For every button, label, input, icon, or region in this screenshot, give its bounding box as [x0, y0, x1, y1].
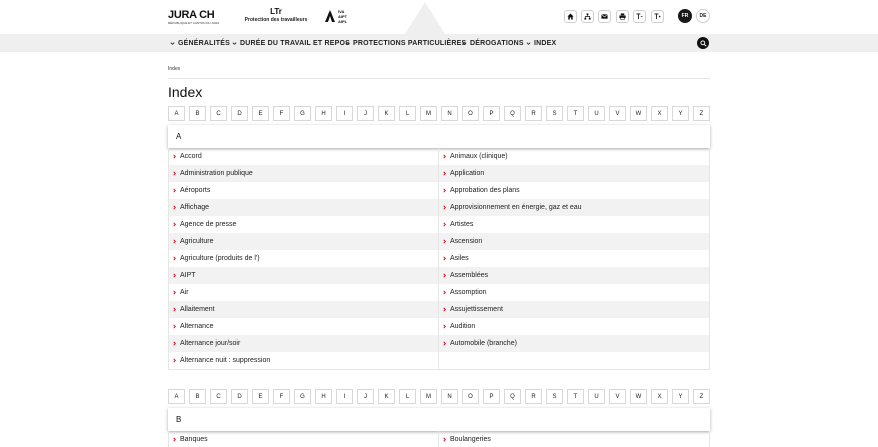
index-entry-label: Agriculture (produits de l') — [180, 255, 260, 262]
index-entry-link[interactable] — [168, 199, 439, 216]
iva-line-2: AIPT — [338, 14, 348, 19]
letter-link-e[interactable]: E — [252, 389, 269, 404]
list-row — [168, 352, 710, 369]
nav-item-label: PROTECTIONS PARTICULIÈRES — [353, 39, 467, 47]
letter-link-p[interactable]: P — [483, 106, 500, 121]
letter-link-v[interactable]: V — [609, 106, 626, 121]
letter-link-b[interactable]: B — [189, 389, 206, 404]
index-entry-label: Alternance nuit : suppression — [180, 357, 271, 364]
index-entry-label: Boulangeries — [450, 436, 491, 443]
letter-link-g[interactable]: G — [294, 106, 311, 121]
nav-item-label: GÉNÉRALITÉS — [178, 39, 230, 47]
chevron-right-icon — [172, 324, 177, 329]
nav-item-derogations[interactable] — [462, 34, 524, 52]
list-row — [168, 335, 710, 352]
letter-link-k[interactable]: K — [378, 389, 395, 404]
index-entry-label: Automobile (branche) — [450, 340, 517, 347]
index-entry-label: Air — [180, 289, 189, 296]
index-entry-link[interactable] — [439, 301, 710, 318]
nav-item-index[interactable] — [526, 34, 556, 52]
chevron-right-icon — [172, 205, 177, 210]
letter-link-d[interactable]: D — [231, 389, 248, 404]
letter-link-j[interactable]: J — [357, 389, 374, 404]
index-entry-link[interactable] — [439, 318, 710, 335]
nav-item-duree-du-travail[interactable] — [232, 34, 350, 52]
chevron-down-icon — [170, 41, 175, 46]
letter-link-w[interactable]: W — [630, 389, 647, 404]
index-entry-link[interactable] — [439, 267, 710, 284]
letter-link-a[interactable]: A — [168, 106, 185, 121]
index-entry-link[interactable] — [168, 182, 439, 199]
index-entry-label: Accord — [180, 153, 202, 160]
index-entry-label: Administration publique — [180, 170, 253, 177]
index-entry-label: Asiles — [450, 255, 469, 262]
index-entry-link[interactable] — [168, 148, 439, 165]
print-button[interactable] — [616, 10, 629, 23]
letter-link-f[interactable]: F — [273, 106, 290, 121]
main-nav — [0, 34, 878, 52]
index-entry-link[interactable] — [439, 165, 710, 182]
chevron-right-icon — [172, 437, 177, 442]
list-row — [168, 431, 710, 447]
chevron-right-icon — [442, 290, 447, 295]
index-entry-label: Artistes — [450, 221, 474, 228]
index-entry-label: Banques — [180, 436, 208, 443]
letter-link-d[interactable]: D — [231, 106, 248, 121]
list-row — [168, 233, 710, 250]
nav-item-label: DURÉE DU TRAVAIL ET REPOS — [240, 39, 351, 47]
index-entry-link[interactable] — [168, 301, 439, 318]
index-entry-label: Aéroports — [180, 187, 211, 194]
index-entry-link[interactable] — [168, 165, 439, 182]
list-row — [168, 267, 710, 284]
index-entry-label: Affichage — [180, 204, 210, 211]
chevron-right-icon — [172, 256, 177, 261]
index-entry-link[interactable] — [439, 216, 710, 233]
letter-link-n[interactable]: N — [441, 389, 458, 404]
iva-line-1: IVA — [338, 9, 345, 14]
list-row — [168, 284, 710, 301]
letter-link-i[interactable]: I — [336, 389, 353, 404]
empty-cell — [439, 352, 710, 369]
chevron-down-icon — [526, 41, 531, 46]
index-entry-label: Audition — [450, 323, 476, 330]
letter-link-p[interactable]: P — [483, 389, 500, 404]
letter-link-o[interactable]: O — [462, 389, 479, 404]
letter-link-c[interactable]: C — [210, 389, 227, 404]
index-entry-label: Agence de presse — [180, 221, 237, 228]
index-entry-link[interactable] — [439, 148, 710, 165]
list-row — [168, 182, 710, 199]
list-row — [168, 165, 710, 182]
index-entry-label: Assemblées — [450, 272, 489, 279]
jura-logo[interactable] — [168, 10, 226, 26]
letter-link-l[interactable]: L — [399, 106, 416, 121]
nav-item-protections[interactable] — [345, 34, 466, 52]
chevron-right-icon — [172, 154, 177, 159]
index-entry-link[interactable] — [439, 335, 710, 352]
chevron-right-icon — [172, 307, 177, 312]
text-larger-button[interactable] — [651, 10, 664, 23]
list-row — [168, 216, 710, 233]
list-row — [168, 199, 710, 216]
chevron-right-icon — [442, 273, 447, 278]
home-icon — [567, 13, 574, 20]
chevron-right-icon — [172, 341, 177, 346]
letter-link-b[interactable]: B — [189, 106, 206, 121]
index-entry-label: Assujettissement — [450, 306, 503, 313]
iva-logo-text — [338, 9, 347, 24]
mail-icon — [601, 13, 608, 20]
letter-link-q[interactable]: Q — [504, 389, 521, 404]
text-larger-icon — [654, 13, 661, 20]
print-icon — [619, 13, 626, 20]
chevron-right-icon — [172, 171, 177, 176]
letter-link-q[interactable]: Q — [504, 106, 521, 121]
chevron-right-icon — [442, 188, 447, 193]
index-entry-label: Approvisionnement en énergie, gaz et eau — [450, 204, 582, 211]
letter-link-y[interactable]: Y — [672, 389, 689, 404]
list-row — [168, 318, 710, 335]
site-header — [0, 0, 878, 34]
letter-link-s[interactable]: S — [546, 389, 563, 404]
letter-link-a[interactable]: A — [168, 389, 185, 404]
letter-link-k[interactable]: K — [378, 106, 395, 121]
index-entry-link[interactable] — [168, 233, 439, 250]
index-entry-link[interactable] — [439, 284, 710, 301]
iva-logo-icon — [323, 8, 337, 24]
mail-button[interactable] — [598, 10, 611, 23]
sitemap-button[interactable] — [581, 10, 594, 23]
index-entry-label: Alternance jour/soir — [180, 340, 241, 347]
ltr-logo[interactable] — [241, 7, 311, 24]
chevron-right-icon — [442, 341, 447, 346]
index-entry-link[interactable] — [168, 267, 439, 284]
watermark-logo-icon — [395, 0, 455, 34]
chevron-right-icon — [172, 188, 177, 193]
sitemap-icon — [584, 13, 591, 20]
jura-logo-word: JURA CH — [168, 9, 215, 21]
chevron-down-icon — [462, 41, 467, 46]
language-de[interactable]: DE — [696, 9, 710, 23]
index-entry-link[interactable] — [168, 318, 439, 335]
letter-link-z[interactable]: Z — [693, 389, 710, 404]
chevron-right-icon — [172, 290, 177, 295]
letter-link-h[interactable]: H — [315, 106, 332, 121]
chevron-down-icon — [345, 41, 350, 46]
letter-link-s[interactable]: S — [546, 106, 563, 121]
list-row — [168, 250, 710, 267]
letter-link-l[interactable]: L — [399, 389, 416, 404]
iva-line-3: AIPL — [338, 19, 348, 24]
chevron-right-icon — [442, 324, 447, 329]
index-entry-label: Animaux (clinique) — [450, 153, 508, 160]
iva-logo[interactable] — [323, 8, 355, 25]
index-entry-link[interactable] — [168, 335, 439, 352]
page-title: Index — [168, 84, 203, 100]
text-smaller-button[interactable] — [633, 10, 646, 23]
chevron-right-icon — [172, 222, 177, 227]
nav-item-label: INDEX — [534, 39, 557, 47]
index-entry-label: Application — [450, 170, 485, 177]
letter-link-i[interactable]: I — [336, 106, 353, 121]
index-list-b — [168, 431, 710, 447]
chevron-down-icon — [232, 41, 237, 46]
chevron-right-icon — [442, 239, 447, 244]
letter-link-u[interactable]: U — [588, 389, 605, 404]
letter-link-x[interactable]: X — [651, 389, 668, 404]
letter-link-m[interactable]: M — [420, 106, 437, 121]
index-entry-link[interactable] — [168, 284, 439, 301]
letter-link-j[interactable]: J — [357, 106, 374, 121]
list-row — [168, 301, 710, 318]
letter-link-t[interactable]: T — [567, 389, 584, 404]
divider — [168, 78, 710, 79]
index-entry-link[interactable] — [168, 216, 439, 233]
nav-item-generalites[interactable] — [170, 34, 230, 52]
search-button[interactable] — [697, 37, 709, 49]
index-entry-label: AIPT — [180, 272, 196, 279]
index-entry-label: Approbation des plans — [450, 187, 520, 194]
index-entry-link[interactable] — [439, 250, 710, 267]
chevron-right-icon — [442, 437, 447, 442]
chevron-right-icon — [442, 171, 447, 176]
chevron-right-icon — [172, 273, 177, 278]
index-entry-label: Assomption — [450, 289, 487, 296]
text-smaller-icon — [636, 13, 643, 20]
index-entry-link[interactable] — [168, 250, 439, 267]
letter-link-u[interactable]: U — [588, 106, 605, 121]
index-entry-link[interactable] — [439, 431, 710, 447]
letter-bar — [168, 389, 710, 404]
letter-link-v[interactable]: V — [609, 389, 626, 404]
nav-item-label: DÉROGATIONS — [470, 39, 524, 47]
letter-link-e[interactable]: E — [252, 106, 269, 121]
letter-link-h[interactable]: H — [315, 389, 332, 404]
index-entry-label: Agriculture — [180, 238, 214, 245]
index-entry-label: Ascension — [450, 238, 483, 245]
letter-bar — [168, 106, 710, 121]
chevron-right-icon — [442, 222, 447, 227]
index-entry-link[interactable] — [439, 182, 710, 199]
language-fr[interactable]: FR — [678, 9, 692, 23]
search-icon — [700, 40, 707, 47]
letter-link-t[interactable]: T — [567, 106, 584, 121]
section-header-a: A — [168, 125, 710, 148]
letter-link-f[interactable]: F — [273, 389, 290, 404]
letter-link-c[interactable]: C — [210, 106, 227, 121]
jura-logo-subtitle: RÉPUBLIQUE ET CANTON DU JURA — [168, 21, 220, 25]
index-entry-link[interactable] — [168, 352, 439, 369]
section-header-b: B — [168, 408, 710, 431]
index-entry-link[interactable] — [439, 199, 710, 216]
letter-link-x[interactable]: X — [651, 106, 668, 121]
home-button[interactable] — [564, 10, 577, 23]
chevron-right-icon — [172, 358, 177, 363]
letter-link-n[interactable]: N — [441, 106, 458, 121]
chevron-right-icon — [442, 205, 447, 210]
letter-link-w[interactable]: W — [630, 106, 647, 121]
breadcrumb[interactable]: Index — [168, 66, 181, 72]
letter-link-m[interactable]: M — [420, 389, 437, 404]
letter-link-y[interactable]: Y — [672, 106, 689, 121]
letter-link-o[interactable]: O — [462, 106, 479, 121]
letter-link-r[interactable]: R — [525, 389, 542, 404]
list-row — [168, 148, 710, 165]
chevron-right-icon — [442, 256, 447, 261]
letter-link-z[interactable]: Z — [693, 106, 710, 121]
ltr-subtitle: Protection des travailleurs — [244, 17, 308, 23]
index-list-a — [168, 148, 710, 369]
letter-link-r[interactable]: R — [525, 106, 542, 121]
index-entry-label: Allaitement — [180, 306, 215, 313]
letter-link-g[interactable]: G — [294, 389, 311, 404]
divider — [168, 369, 710, 370]
chevron-right-icon — [172, 239, 177, 244]
index-entry-label: Alternance — [180, 323, 214, 330]
ltr-title: LTr — [270, 7, 282, 16]
chevron-right-icon — [442, 154, 447, 159]
index-entry-link[interactable] — [168, 431, 439, 447]
index-entry-link[interactable] — [439, 233, 710, 250]
chevron-right-icon — [442, 307, 447, 312]
